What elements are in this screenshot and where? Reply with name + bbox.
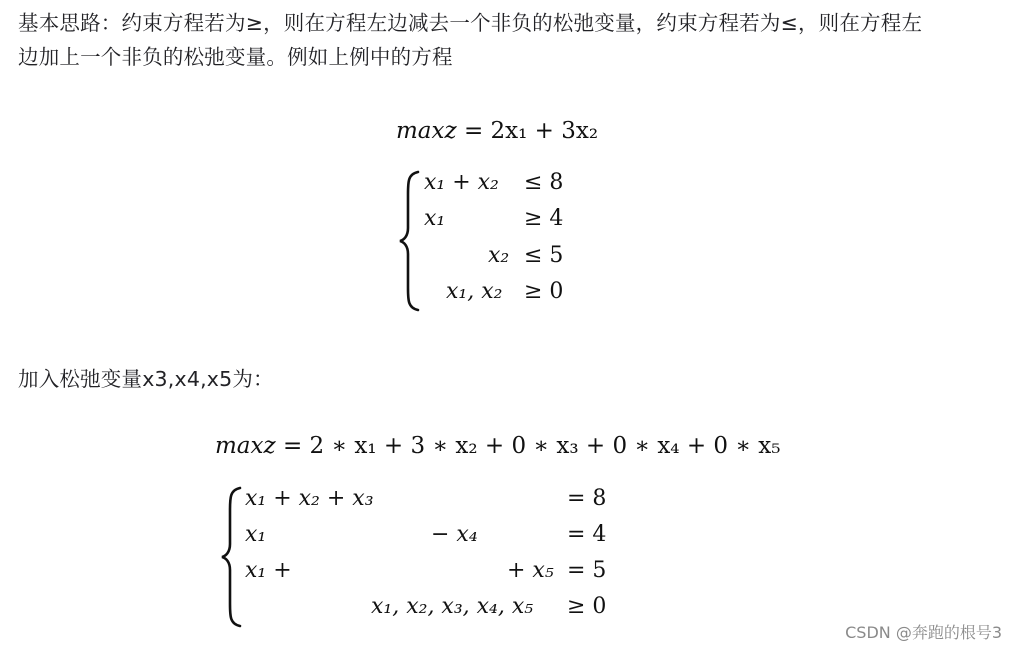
system-2-row-rel: = 4 <box>567 522 607 547</box>
system-2-row-b: − x₄ <box>431 522 478 547</box>
watermark: CSDN @奔跑的根号3 <box>845 623 1002 642</box>
system-1-row-rel: ≥ 0 <box>524 279 564 304</box>
system-2-row-a: x₁ <box>245 522 267 547</box>
system-2-row <box>245 558 625 594</box>
system-2-row-rel: ≥ 0 <box>567 594 607 619</box>
system-1-row-lhs: x₁ + x₂ <box>424 170 499 195</box>
system-1-row-rel: ≤ 8 <box>524 170 564 195</box>
intro-line-1: 基本思路：约束方程若为≥，则在方程左边减去一个非负的松弛变量，约束方程若为≤，则在方程左 <box>18 11 923 35</box>
left-brace-2 <box>220 486 244 628</box>
system-1-row-lhs: x₁ <box>424 206 446 231</box>
caption-slack-variables <box>18 362 1008 396</box>
system-1-row <box>424 243 604 279</box>
system-2-row-a: x₁ + x₂ + x₃ <box>245 486 374 511</box>
objective-function-1 <box>396 118 598 144</box>
objective-2-lhs: maxz <box>215 433 276 459</box>
system-2-row <box>245 522 625 558</box>
system-1-row-rel: ≥ 4 <box>524 206 564 231</box>
system-2-row <box>245 486 625 522</box>
system-2-row <box>245 594 625 630</box>
objective-function-2 <box>215 433 781 459</box>
system-2-row-c: + x₅ <box>507 558 554 583</box>
intro-line-2: 边加上一个非负的松弛变量。例如上例中的方程 <box>18 45 453 69</box>
objective-1-rhs: = 2x₁ + 3x₂ <box>463 118 599 144</box>
system-1-row <box>424 170 604 206</box>
system-1-row-rel: ≤ 5 <box>524 243 564 268</box>
system-1-row-lhs: x₁, x₂ <box>446 279 503 304</box>
objective-2-rhs: = 2 ∗ x₁ + 3 ∗ x₂ + 0 ∗ x₃ + 0 ∗ x₄ + 0 ∗ x₅ <box>282 433 781 459</box>
system-1-row-lhs: x₂ <box>488 243 510 268</box>
left-brace-1 <box>398 170 422 312</box>
system-2-row-a: x₁, x₂, x₃, x₄, x₅ <box>371 594 534 619</box>
system-2-row-a: x₁ + <box>245 558 292 583</box>
intro-paragraph <box>18 6 1008 74</box>
objective-1-lhs: maxz <box>396 118 457 144</box>
system-2-row-rel: = 8 <box>567 486 607 511</box>
system-1-row <box>424 279 604 315</box>
system-2-row-rel: = 5 <box>567 558 607 583</box>
system-1-row <box>424 206 604 242</box>
caption-slack-variables-text: 加入松弛变量x3,x4,x5为： <box>18 367 274 391</box>
